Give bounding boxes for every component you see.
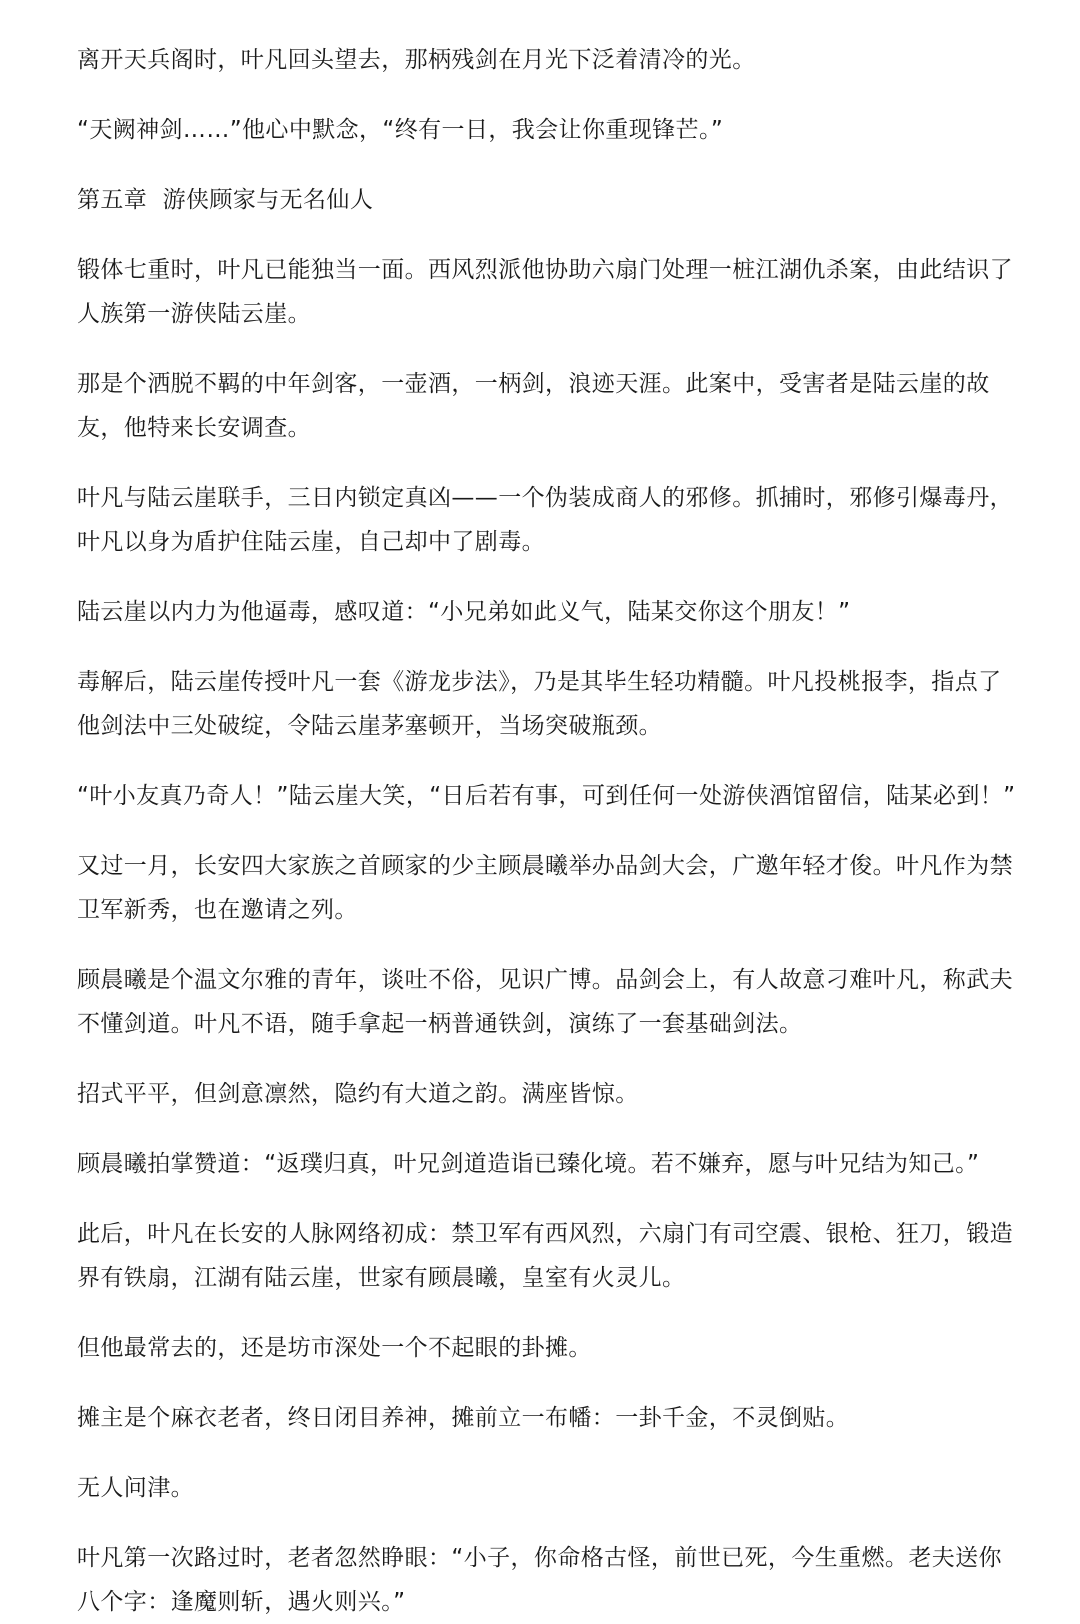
paragraph: “叶小友真乃奇人！”陆云崖大笑，“日后若有事，可到任何一处游侠酒馆留信，陆某必到！”: [77, 783, 1016, 809]
paragraph: 毒解后，陆云崖传授叶凡一套《游龙步法》，乃是其毕生轻功精髓。叶凡投桃报李，指点了他剑法中三处破绽，令陆云崖茅塞顿开，当场突破瓶颈。: [77, 669, 1002, 739]
paragraph: 摊主是个麻衣老者，终日闭目养神，摊前立一布幡：一卦千金，不灵倒贴。: [77, 1405, 850, 1431]
paragraph: 叶凡第一次路过时，老者忽然睁眼：“小子，你命格古怪，前世已死，今生重燃。老夫送你八个字：逢魔则斩，遇火则兴。”: [77, 1545, 1002, 1615]
paragraph: 锻体七重时，叶凡已能独当一面。西风烈派他协助六扇门处理一桩江湖仇杀案，由此结识了人族第一游侠陆云崖。: [77, 257, 1013, 327]
paragraph: 此后，叶凡在长安的人脉网络初成：禁卫军有西风烈，六扇门有司空震、银枪、狂刀，锻造界有铁扇，江湖有陆云崖，世家有顾晨曦，皇室有火灵儿。: [77, 1221, 1013, 1291]
paragraph: 无人问津。: [77, 1475, 194, 1501]
paragraph: 但他最常去的，还是坊市深处一个不起眼的卦摊。: [77, 1335, 592, 1361]
paragraph: 离开天兵阁时，叶凡回头望去，那柄残剑在月光下泛着清冷的光。: [77, 47, 756, 73]
paragraph: “天阙神剑……”他心中默念，“终有一日，我会让你重现锋芒。”: [77, 117, 724, 143]
paragraph: 顾晨曦是个温文尔雅的青年，谈吐不俗，见识广博。品剑会上，有人故意刁难叶凡，称武夫不懂剑道。叶凡不语，随手拿起一柄普通铁剑，演练了一套基础剑法。: [77, 967, 1013, 1037]
paragraph: 招式平平，但剑意凛然，隐约有大道之韵。满座皆惊。: [77, 1081, 639, 1107]
paragraph: 陆云崖以内力为他逼毒，感叹道：“小兄弟如此义气，陆某交你这个朋友！”: [77, 599, 851, 625]
paragraph: 又过一月，长安四大家族之首顾家的少主顾晨曦举办品剑大会，广邀年轻才俊。叶凡作为禁卫军新秀，也在邀请之列。: [77, 853, 1013, 923]
paragraph: 那是个洒脱不羁的中年剑客，一壶酒，一柄剑，浪迹天涯。此案中，受害者是陆云崖的故友，他特来长安调查。: [77, 371, 990, 441]
chapter-heading: 第五章 游侠顾家与无名仙人: [77, 187, 374, 213]
article-body: [77, 38, 1017, 1624]
paragraph: 叶凡与陆云崖联手，三日内锁定真凶——一个伪装成商人的邪修。抓捕时，邪修引爆毒丹，叶凡以身为盾护住陆云崖，自己却中了剧毒。: [77, 485, 1013, 555]
paragraph: 顾晨曦拍掌赞道：“返璞归真，叶兄剑道造诣已臻化境。若不嫌弃，愿与叶兄结为知己。”: [77, 1151, 980, 1177]
